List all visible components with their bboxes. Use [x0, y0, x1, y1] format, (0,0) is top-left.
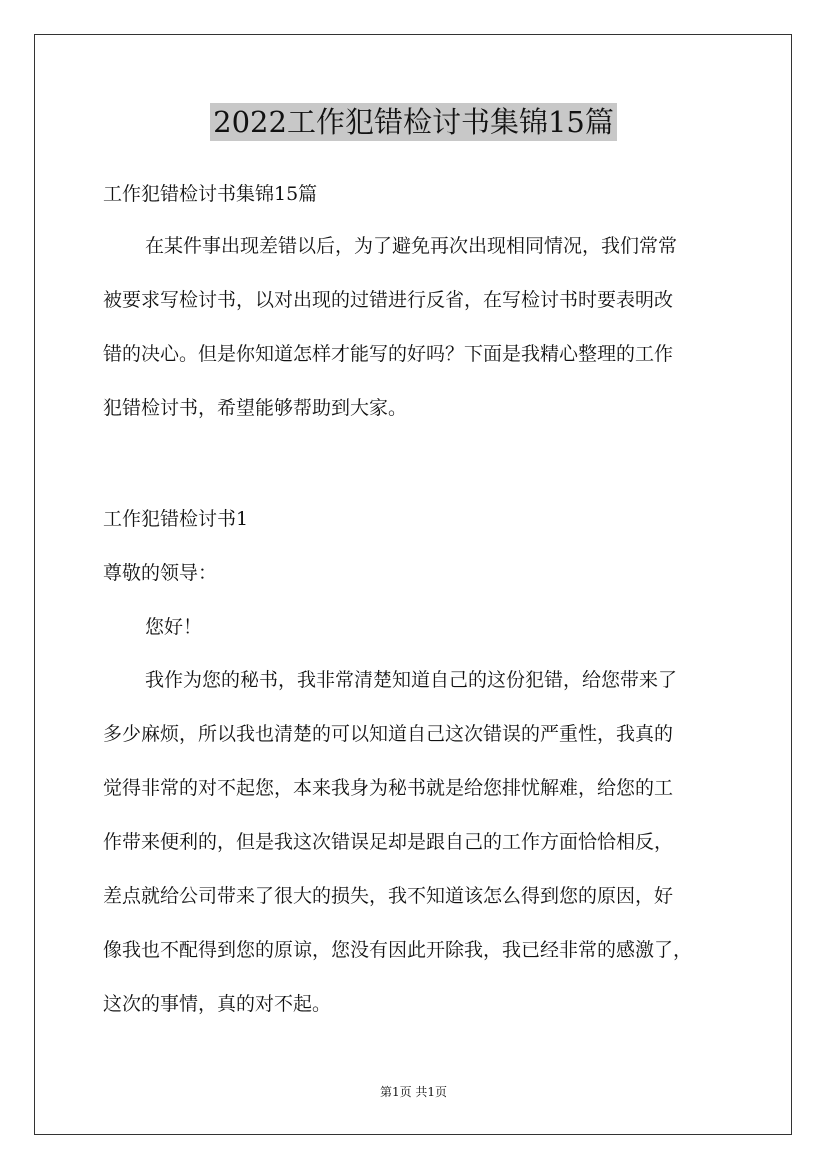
document-title: 2022工作犯错检讨书集锦15篇	[210, 103, 617, 141]
intro-paragraph	[103, 219, 729, 435]
intro-line: 在某件事出现差错以后，为了避免再次出现相同情况，我们常常	[145, 235, 678, 257]
intro-line: 错的决心。但是你知道怎样才能写的好吗？下面是我精心整理的工作	[103, 343, 674, 365]
page-footer: 第1页 共1页	[379, 1085, 448, 1099]
body-paragraph	[103, 653, 729, 1031]
body-line: 觉得非常的对不起您，本来我身为秘书就是给您排忧解难，给您的工	[103, 777, 674, 799]
body-line: 差点就给公司带来了很大的损失，我不知道该怎么得到您的原因，好	[103, 885, 674, 907]
title-container	[0, 103, 827, 141]
document-subtitle: 工作犯错检讨书集锦15篇	[103, 183, 318, 205]
body-line: 这次的事情，真的对不起。	[103, 993, 332, 1015]
greeting: 您好！	[145, 616, 203, 638]
body-line: 我作为您的秘书，我非常清楚知道自己的这份犯错，给您带来了	[145, 669, 678, 691]
body-line: 作带来便利的，但是我这次错误足却是跟自己的工作方面恰恰相反，	[103, 831, 674, 853]
intro-line: 犯错检讨书，希望能够帮助到大家。	[103, 397, 408, 419]
body-line: 多少麻烦，所以我也清楚的可以知道自己这次错误的严重性，我真的	[103, 723, 674, 745]
salutation: 尊敬的领导：	[103, 562, 218, 584]
body-line: 像我也不配得到您的原谅，您没有因此开除我，我已经非常的感激了，	[103, 939, 693, 961]
section-heading: 工作犯错检讨书1	[103, 508, 249, 530]
intro-line: 被要求写检讨书，以对出现的过错进行反省，在写检讨书时要表明改	[103, 289, 674, 311]
